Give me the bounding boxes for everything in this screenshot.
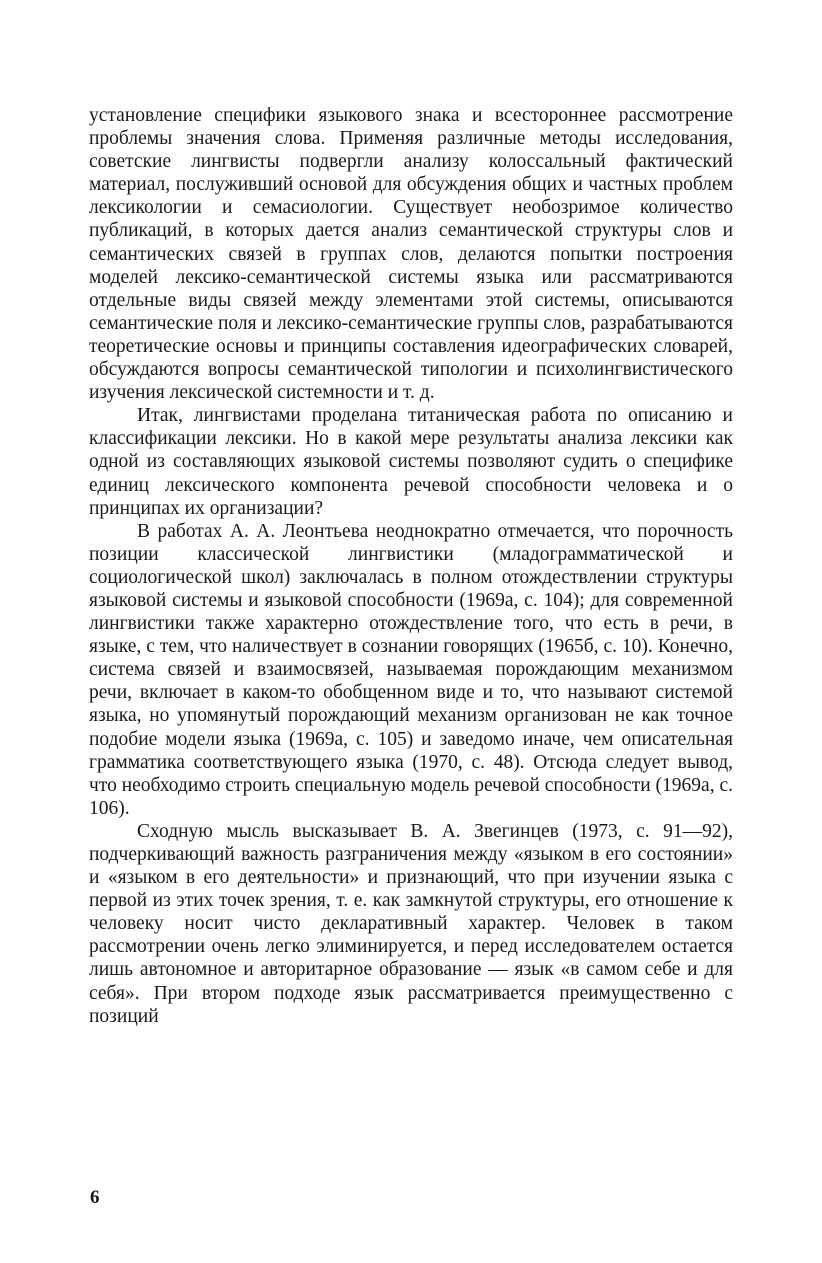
page-number: 6 [90, 1187, 100, 1208]
paragraph-4: Сходную мысль высказывает В. А. Звегинцев (1973, с. 91—92), подчеркивающий важность разграничения между «языком в его состоянии» и «языком в его деятельности» и признающий, что при изучении языка с первой из этих точек зрения, т. е. как замкнутой структуры, его отношение к человеку носит чисто декларативный характер. Человек в таком рассмотрении очень легко элиминируется, и перед исследователем остается лишь автономное и авторитарное образование — язык «в самом себе и для себя». При втором подходе язык рассматривается преимущественно с позиций [89, 820, 733, 1027]
paragraph-3: В работах А. А. Леонтьева неоднократно отмечается, что порочность позиции классической лингвистики (младограмматической и социологической школ) заключалась в полном отождествлении структуры языковой системы и языковой способности (1969а, с. 104); для современной лингвистики также характерно отождествление того, что есть в речи, в языке, с тем, что наличествует в сознании говорящих (1965б, с. 10). Конечно, система связей и взаимосвязей, называемая порождающим механизмом речи, включает в каком-то обобщенном виде и то, что называют системой языка, но упомянутый порождающий механизм организован не как точное подобие модели языка (1969а, с. 105) и заведомо иначе, чем описательная грамматика соответствующего языка (1970, с. 48). Отсюда следует вывод, что необходимо строить специальную модель речевой способности (1969а, с. 106). [89, 520, 733, 819]
paragraph-2: Итак, лингвистами проделана титаническая работа по описанию и классификации лексики. Но в какой мере результаты анализа лексики как одной из составляющих языковой системы позволяют судить о специфике единиц лексического компонента речевой способности человека и о принципах их организации? [89, 405, 733, 519]
body-text [89, 104, 733, 1028]
paragraph-1: установление специфики языкового знака и всестороннее рассмотрение проблемы значения слова. Применяя различные методы исследования, советские лингвисты подвергли анализу колоссальный фактический материал, послуживший основой для обсуждения общих и частных проблем лексикологии и семасиологии. Существует необозримое количество публикаций, в которых дается анализ семантической структуры слов и семантических связей в группах слов, делаются попытки построения моделей лексико-семантической системы языка или рассматриваются отдельные виды связей между элементами этой системы, описываются семантические поля и лексико-семантические группы слов, разрабатываются теоретические основы и принципы составления идеографических словарей, обсуждаются вопросы семантической типологии и психолингвистического изучения лексической системности и т. д. [89, 105, 733, 404]
